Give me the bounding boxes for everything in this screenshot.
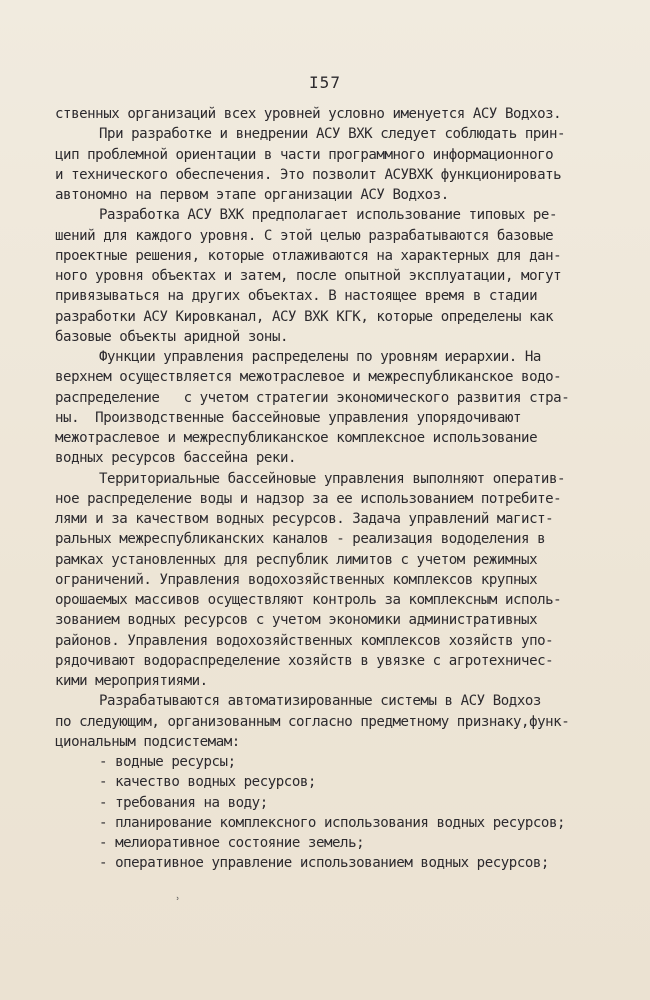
list-item: - качество водных ресурсов;	[99, 774, 316, 791]
text-line: лями и за качеством водных ресурсов. Задача управлений магист-	[55, 511, 554, 527]
text-line: водных ресурсов бассейна реки.	[55, 450, 297, 467]
text-line: автономно на первом этапе организации АСУ Водхоз.	[55, 187, 449, 203]
text-line: проектные решения, которые отлаживаются на характерных для дан-	[55, 247, 562, 264]
list-item: - мелиоративное состояние земель;	[99, 835, 365, 851]
text-line: по следующим, организованным согласно предметному признаку,функ-	[55, 713, 570, 730]
text-line: шений для каждого уровня. С этой целью разрабатываются базовые	[55, 227, 554, 244]
text-line: базовые объекты аридной зоны.	[55, 328, 289, 345]
text-line: Разрабатываются автоматизированные системы в АСУ Водхоз	[99, 693, 541, 710]
text-line: распределение с учетом стратегии экономического развития стра-	[55, 389, 570, 406]
text-line: ограничений. Управления водохозяйственных комплексов крупных	[55, 571, 538, 588]
text-line: ральных межреспубликанских каналов - реализация вододеления в	[55, 531, 546, 548]
text-line: кими мероприятиями.	[55, 673, 208, 689]
text-line: рядочивают водораспределение хозяйств в увязке с агротехничес-	[55, 652, 554, 669]
text-line: Разработка АСУ ВХК предполагает использование типовых ре-	[99, 207, 558, 224]
text-line: ное распределение воды и надзор за ее использованием потребите-	[55, 490, 562, 507]
text-line: рамках установленных для республик лимитов с учетом режимных	[55, 551, 538, 568]
text-line: разработки АСУ Кировканал, АСУ ВХК КГК, которые определены как	[55, 308, 554, 325]
text-line: зованием водных ресурсов с учетом экономики административных	[55, 612, 538, 629]
text-line: Функции управления распределены по уровням иерархии. На	[99, 349, 541, 365]
text-line: районов. Управления водохозяйственных комплексов хозяйств упо-	[55, 632, 554, 649]
text-line: межотраслевое и межреспубликанское комплексное использование	[55, 430, 538, 446]
list-item: - планирование комплексного использования водных ресурсов;	[99, 814, 566, 831]
text-line: Территориальные бассейновые управления выполняют оператив-	[99, 470, 566, 487]
text-line: цип проблемной ориентации в части программного информационного	[55, 146, 554, 163]
text-line: ственных организаций всех уровней условно именуется АСУ Водхоз.	[55, 106, 562, 122]
text-line: верхнем осуществляется межотраслевое и межреспубликанское водо-	[55, 369, 562, 386]
text-line: ны. Производственные бассейновые управления упорядочивают	[55, 409, 522, 426]
stray-mark-icon: ˒	[174, 892, 182, 906]
paragraph-lines	[55, 104, 615, 752]
text-line: циональным подсистемам:	[55, 733, 240, 750]
text-line: При разработке и внедрении АСУ ВХК следует соблюдать прин-	[99, 126, 566, 143]
text-line: и технического обеспечения. Это позволит АСУВХК функционировать	[55, 166, 562, 183]
list-item: - оперативное управление использованием водных ресурсов;	[99, 855, 549, 872]
body-text	[55, 104, 615, 874]
list-item: - требования на воду;	[99, 794, 268, 811]
page-number: I57	[309, 73, 341, 92]
text-line: ного уровня объектах и затем, после опытной эксплуатации, могут	[55, 268, 562, 284]
subsystem-list	[55, 752, 615, 874]
text-line: привязываться на других объектах. В настоящее время в стадии	[55, 288, 538, 305]
text-line: орошаемых массивов осуществляют контроль за комплексным исполь-	[55, 592, 562, 608]
list-item: - водные ресурсы;	[99, 754, 236, 770]
